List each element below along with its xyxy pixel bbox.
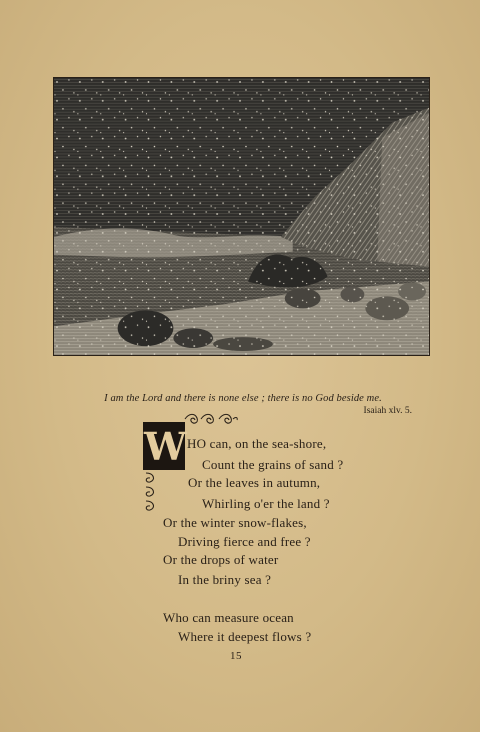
engraving-image	[54, 78, 429, 355]
vine-ornament-icon	[142, 471, 160, 515]
poem-line-6: Driving fierce and free ?	[178, 534, 311, 549]
floral-ornament-icon	[183, 412, 239, 426]
scripture-reference: Isaiah xlv. 5.	[363, 406, 412, 416]
epigraph-quote: I am the Lord and there is none else ; there is no God beside me.	[104, 393, 382, 404]
illuminated-initial	[143, 422, 185, 470]
poem-line-5: Or the winter snow-flakes,	[163, 515, 307, 530]
poem-line-8: In the briny sea ?	[178, 572, 272, 587]
poem-line-9: Who can measure ocean	[163, 610, 294, 625]
seashore-engraving	[53, 77, 430, 356]
dropcap-letter: W	[144, 424, 187, 469]
poem-line-10: Where it deepest flows ?	[178, 629, 312, 644]
poem-line-7: Or the drops of water	[163, 552, 279, 567]
poem-line-1: HO can, on the sea-shore,	[187, 436, 327, 451]
poem-line-2: Count the grains of sand ?	[202, 457, 344, 472]
page-number: 15	[230, 650, 242, 662]
poem-line-4: Whirling o'er the land ?	[202, 496, 330, 511]
poem-line-3: Or the leaves in autumn,	[188, 475, 321, 490]
